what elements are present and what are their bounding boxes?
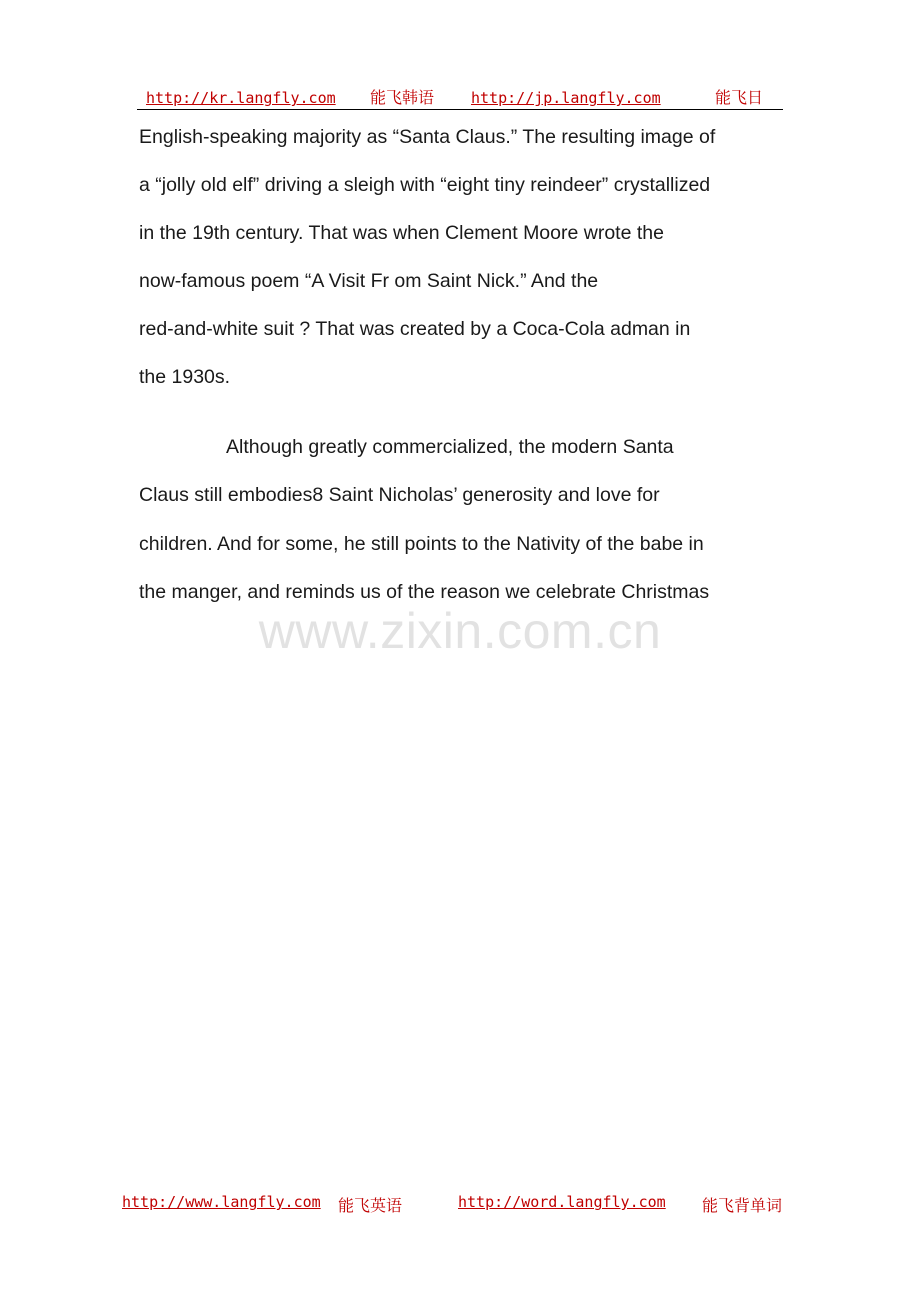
footer-label-vocabulary: 能飞背单词 <box>702 1196 783 1215</box>
paragraph-line: a “jolly old elf” driving a sleigh with “eight tiny reindeer” crystallized <box>139 174 711 196</box>
footer-link-word[interactable]: http://word.langfly.com <box>458 1193 666 1211</box>
paragraph-line: Although greatly commercialized, the modern Santa <box>226 436 674 458</box>
watermark: www.zixin.com.cn <box>258 603 662 659</box>
paragraph-line: the 1930s. <box>139 366 231 388</box>
footer-label-english: 能飞英语 <box>338 1196 403 1215</box>
paragraph-line: English-speaking majority as “Santa Claus.” The resulting image of <box>139 126 716 148</box>
page-footer <box>122 1193 802 1217</box>
header-label-japanese: 能飞日 <box>715 88 764 107</box>
paragraph-line: Claus still embodies8 Saint Nicholas’ generosity and love for <box>139 484 660 506</box>
header-label-korean: 能飞韩语 <box>370 88 435 107</box>
paragraph-line: the manger, and reminds us of the reason we celebrate Christmas <box>139 581 710 603</box>
footer-link-www[interactable]: http://www.langfly.com <box>122 1193 321 1211</box>
header-link-kr[interactable]: http://kr.langfly.com <box>146 89 336 107</box>
paragraph-line: in the 19th century. That was when Clement Moore wrote the <box>139 222 664 244</box>
page-header <box>137 87 783 110</box>
paragraph-line: children. And for some, he still points to the Nativity of the babe in <box>139 533 704 555</box>
header-link-jp[interactable]: http://jp.langfly.com <box>471 89 661 107</box>
paragraph-line: red-and-white suit ? That was created by a Coca-Cola adman in <box>139 318 691 340</box>
paragraph-line: now-famous poem “A Visit Fr om Saint Nick.” And the <box>139 270 599 292</box>
